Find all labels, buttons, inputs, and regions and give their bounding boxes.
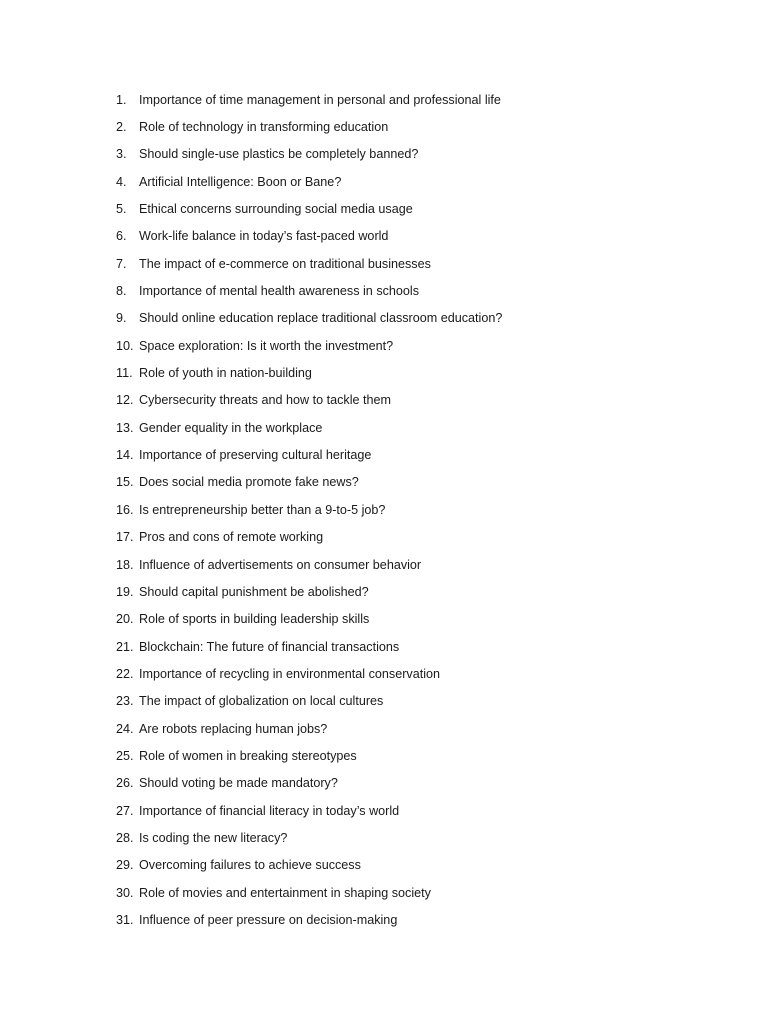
list-number: 21.	[116, 639, 134, 654]
list-number: 14.	[116, 448, 134, 463]
list-number: 8.	[116, 284, 127, 299]
list-item	[116, 797, 502, 824]
list-item	[116, 305, 502, 332]
list-item	[116, 387, 502, 414]
list-number: 24.	[116, 721, 134, 736]
list-number: 23.	[116, 694, 134, 709]
list-text: Importance of financial literacy in today’s world	[139, 803, 400, 818]
list-number: 13.	[116, 420, 134, 435]
list-item	[116, 496, 502, 523]
list-item	[116, 141, 502, 168]
list-text: Role of youth in nation-building	[139, 366, 312, 381]
list-text: Role of movies and entertainment in shaping society	[139, 885, 431, 900]
list-item	[116, 250, 502, 277]
list-text: Is entrepreneurship better than a 9-to-5 job?	[139, 502, 386, 517]
list-text: Are robots replacing human jobs?	[139, 721, 328, 736]
list-text: Importance of time management in personal and professional life	[139, 92, 501, 107]
list-text: Is coding the new literacy?	[139, 830, 288, 845]
list-text: Ethical concerns surrounding social media usage	[139, 202, 413, 217]
list-text: Should single-use plastics be completely banned?	[139, 147, 419, 162]
list-item	[116, 223, 502, 250]
list-item	[116, 414, 502, 441]
list-item	[116, 113, 502, 140]
list-text: Blockchain: The future of financial transactions	[139, 639, 400, 654]
list-number: 30.	[116, 885, 134, 900]
list-number: 11.	[116, 366, 133, 381]
list-item	[116, 551, 502, 578]
list-text: Role of women in breaking stereotypes	[139, 748, 357, 763]
list-item	[116, 86, 502, 113]
list-number: 15.	[116, 475, 134, 490]
list-text: Artificial Intelligence: Boon or Bane?	[139, 174, 342, 189]
list-item	[116, 195, 502, 222]
list-item	[116, 524, 502, 551]
list-text: The impact of globalization on local cultures	[139, 694, 384, 709]
list-text: Does social media promote fake news?	[139, 475, 359, 490]
list-number: 19.	[116, 584, 134, 599]
list-text: Cybersecurity threats and how to tackle them	[139, 393, 391, 408]
list-item	[116, 168, 502, 195]
list-item	[116, 469, 502, 496]
list-number: 7.	[116, 256, 127, 271]
list-text: Should online education replace traditional classroom education?	[139, 311, 503, 326]
list-number: 12.	[116, 393, 134, 408]
list-number: 16.	[116, 502, 134, 517]
list-number: 4.	[116, 174, 127, 189]
list-item	[116, 441, 502, 468]
list-number: 20.	[116, 612, 134, 627]
list-item	[116, 277, 502, 304]
list-number: 10.	[116, 338, 134, 353]
list-item	[116, 852, 502, 879]
list-number: 1.	[116, 92, 127, 107]
list-text: Influence of advertisements on consumer behavior	[139, 557, 422, 572]
list-item	[116, 359, 502, 386]
list-text: The impact of e-commerce on traditional businesses	[139, 256, 431, 271]
list-number: 28.	[116, 830, 134, 845]
list-text: Influence of peer pressure on decision-making	[139, 912, 398, 927]
list-text: Role of technology in transforming education	[139, 120, 389, 135]
list-item	[116, 770, 502, 797]
list-item	[116, 578, 502, 605]
list-number: 5.	[116, 202, 127, 217]
list-number: 9.	[116, 311, 127, 326]
list-text: Importance of preserving cultural heritage	[139, 448, 372, 463]
list-text: Gender equality in the workplace	[139, 420, 323, 435]
list-text: Role of sports in building leadership skills	[139, 612, 370, 627]
list-number: 18.	[116, 557, 134, 572]
list-number: 29.	[116, 858, 134, 873]
list-text: Should capital punishment be abolished?	[139, 584, 369, 599]
list-number: 3.	[116, 147, 127, 162]
list-item	[116, 606, 502, 633]
list-item	[116, 715, 502, 742]
list-number: 2.	[116, 120, 127, 135]
list-text: Importance of mental health awareness in schools	[139, 284, 420, 299]
list-item	[116, 879, 502, 906]
list-item	[116, 633, 502, 660]
list-number: 6.	[116, 229, 127, 244]
list-text: Work-life balance in today’s fast-paced world	[139, 229, 389, 244]
list-item	[116, 824, 502, 851]
list-item	[116, 688, 502, 715]
list-number: 27.	[116, 803, 134, 818]
list-item	[116, 332, 502, 359]
list-number: 26.	[116, 776, 134, 791]
list-number: 31.	[116, 912, 134, 927]
list-number: 22.	[116, 666, 134, 681]
list-text: Should voting be made mandatory?	[139, 776, 338, 791]
list-item	[116, 742, 502, 769]
list-text: Importance of recycling in environmental conservation	[139, 666, 441, 681]
list-text: Space exploration: Is it worth the investment?	[139, 338, 394, 353]
topic-list	[116, 86, 502, 934]
list-text: Overcoming failures to achieve success	[139, 858, 361, 873]
list-item	[116, 660, 502, 687]
list-item	[116, 906, 502, 933]
list-number: 17.	[116, 530, 134, 545]
list-text: Pros and cons of remote working	[139, 530, 324, 545]
list-number: 25.	[116, 748, 134, 763]
